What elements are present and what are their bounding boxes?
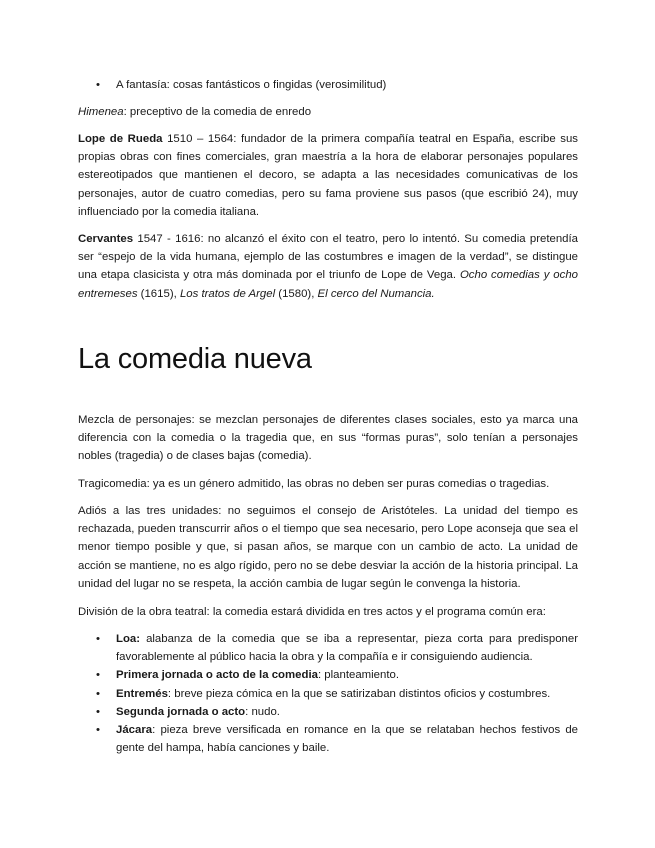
lope-rueda-name: Lope de Rueda bbox=[78, 133, 163, 145]
bullet-icon: • bbox=[96, 669, 100, 682]
himenea-text: : preceptivo de la comedia de enredo bbox=[123, 106, 312, 118]
lope-rueda-paragraph bbox=[78, 130, 578, 221]
list-item bbox=[78, 721, 578, 757]
section-heading: La comedia nueva bbox=[78, 343, 312, 375]
part-text: : pieza breve versificada en romance en la que se relataban hechos festivos de gente del hampa, había canciones y baile. bbox=[116, 724, 578, 755]
bullet-text: A fantasía: cosas fantásticos o fingidas (verosimilitud) bbox=[116, 79, 387, 91]
division-paragraph: División de la obra teatral: la comedia estará dividida en tres actos y el programa común era: bbox=[78, 606, 546, 618]
list-item bbox=[78, 666, 578, 684]
part-term: Loa: bbox=[116, 633, 141, 645]
part-text: : nudo. bbox=[245, 705, 280, 718]
part-text: alabanza de la comedia que se iba a representar, pieza corta para predisponer favorablemente al público hacia la obra y la compañía e ir consiguiendo audiencia. bbox=[116, 633, 578, 664]
bullet-icon: • bbox=[96, 687, 100, 700]
part-text: : planteamiento. bbox=[317, 669, 400, 682]
himenea-paragraph bbox=[78, 103, 578, 121]
part-term: Jácara bbox=[116, 724, 153, 737]
cervantes-paragraph bbox=[78, 230, 578, 303]
unidades-paragraph: Adiós a las tres unidades: no seguimos el consejo de Aristóteles. La unidad del tiempo es rechazada, pueden transcurrir años o el tiempo que sea necesario, pero Lope aconseja que sea el menor tiempo posible y que, si pasan años, se marque con un cambio de acto. La unidad de acción se mantiene, no es algo rígido, pero no se debe desviar la acción de la historia principal. La unidad del lugar no se respeta, la acción cambia de lugar según le convenga la historia. bbox=[78, 505, 578, 590]
lope-rueda-text: 1510 – 1564: fundador de la primera compañía teatral en España, escribe sus propias obras con fines comerciales, gran maestría a la hora de elaborar personajes populares estereotipados que mantienen el decoro, se adapta a las necesidades comunicativas de los personajes, autor de cuatro comedias, pero su fama proviene sus pasos (que escribió 24), muy influenciado por la comedia italiana. bbox=[78, 133, 578, 218]
cervantes-work-title: El cerco del Numancia. bbox=[317, 287, 435, 300]
part-term: Primera jornada o acto de la comedia bbox=[116, 669, 318, 682]
tragicomedia-paragraph: Tragicomedia: ya es un género admitido, las obras no deben ser puras comedias o tragedias. bbox=[78, 478, 550, 490]
cervantes-work-title: Ocho comedias y ocho entremeses bbox=[78, 269, 578, 300]
cervantes-work-title: Los tratos de Argel bbox=[179, 287, 276, 300]
bullet-icon: • bbox=[96, 633, 100, 645]
part-term: Segunda jornada o acto bbox=[116, 705, 246, 718]
intro-bullet-list bbox=[78, 76, 578, 94]
himenea-term: Himenea bbox=[78, 106, 124, 118]
mezcla-paragraph: Mezcla de personajes: se mezclan personajes de diferentes clases sociales, esto ya marca una diferencia con la comedia o la tragedia que, en sus “formas puras”, solo tenían a personajes nobles (tragedia) o de clases bajas (comedia). bbox=[78, 414, 578, 463]
part-text: : breve pieza cómica en la que se satirizaban distintos oficios y costumbres. bbox=[167, 687, 551, 700]
list-item bbox=[78, 76, 578, 94]
cervantes-name: Cervantes bbox=[78, 233, 134, 245]
bullet-icon: • bbox=[96, 79, 100, 91]
part-term: Entremés bbox=[116, 687, 168, 700]
bullet-icon: • bbox=[96, 705, 100, 718]
cervantes-work-year: (1580), bbox=[275, 287, 318, 300]
bullet-icon: • bbox=[96, 724, 100, 737]
cervantes-work-year: (1615), bbox=[137, 287, 180, 300]
list-item bbox=[78, 685, 578, 703]
cervantes-text: 1547 - 1616: no alcanzó el éxito con el teatro, pero lo intentó. Su comedia pretendía ser “espejo de la vida humana, ejemplo de las costumbres e imagen de la verdad”, se distingue una etapa clasicista y otra más dominada por el triunfo de Lope de Vega. bbox=[78, 233, 578, 282]
parts-bullet-list bbox=[78, 630, 578, 757]
list-item bbox=[78, 630, 578, 666]
list-item bbox=[78, 703, 578, 721]
